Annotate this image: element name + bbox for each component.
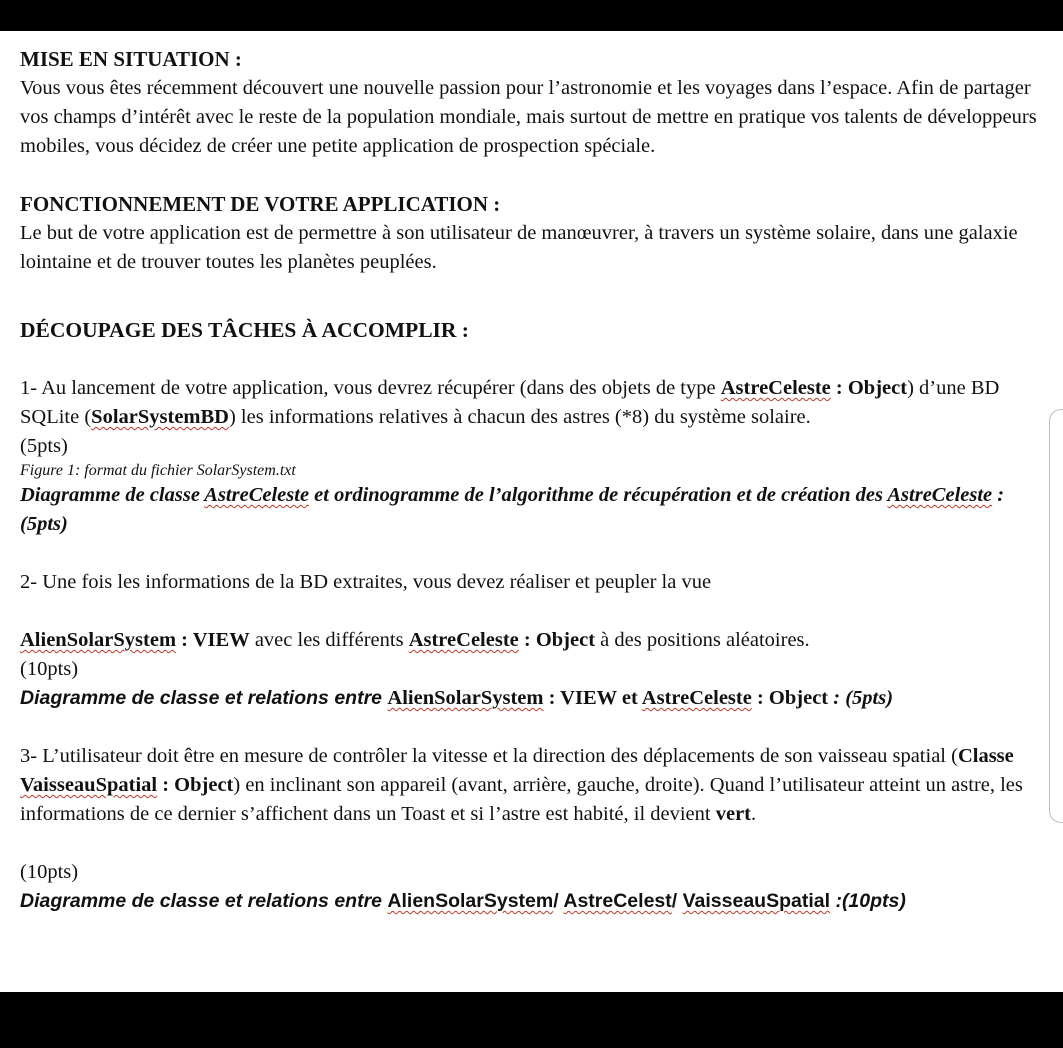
task3-diag-sep-1: /: [553, 890, 564, 912]
task2-diag-object-keyword: : Object: [751, 687, 829, 709]
task2-points: (10pts): [20, 658, 79, 680]
task1-points: (5pts): [20, 435, 68, 457]
task2-diag-et: et: [616, 687, 642, 709]
task1-class-name: AstreCeleste: [720, 377, 831, 399]
task2-diag-text-1: Diagramme de classe et relations entre: [20, 687, 388, 709]
task3-class-keyword: Classe: [957, 745, 1014, 767]
task1-text-2: ) d’une BD SQLite (: [20, 377, 1000, 428]
task2-diagram-line: [20, 684, 1050, 713]
task3-diag-sep-2: /: [671, 890, 683, 912]
task2-object-keyword: : Object: [518, 629, 596, 651]
heading-fonctionnement: FONCTIONNEMENT DE VOTRE APPLICATION :: [20, 192, 501, 216]
task1-diag-class: AstreCeleste: [204, 484, 310, 506]
task2-diag-view-keyword: : VIEW: [543, 687, 617, 709]
task2-diag-class: AstreCeleste: [641, 687, 752, 709]
task3-diag-alien: AlienSolarSystem: [387, 890, 554, 912]
heading-decoupage: DÉCOUPAGE DES TÂCHES À ACCOMPLIR :: [20, 318, 469, 342]
document-content: [20, 45, 1050, 916]
task2-view-name: AlienSolarSystem: [20, 629, 177, 651]
task3-points: (10pts): [20, 861, 79, 883]
task1-diagram-line: [20, 481, 1050, 539]
task1-diag-text-2: et ordinogramme de l’algorithme de récupération et de création des: [309, 484, 888, 506]
task1-text-1: 1- Au lancement de votre application, vous devrez récupérer (dans des objets de type: [20, 377, 721, 399]
task3-text-3: .: [751, 803, 757, 825]
task2-view-keyword: : VIEW: [176, 629, 250, 651]
task3-diagram-line: [20, 887, 1050, 916]
task1-diag-text-3: : (5pts): [20, 484, 1005, 535]
task3-paragraph: [20, 742, 1050, 829]
task1-object-keyword: : Object: [830, 377, 908, 399]
task3-diag-text-2: :(10pts): [830, 890, 906, 912]
paragraph-fonctionnement: Le but de votre application est de permettre à son utilisateur de manœuvrer, à travers un système solaire, dans une galaxie lointaine et de trouver toutes les planètes peuplées.: [20, 222, 1018, 273]
task2-class-name: AstreCeleste: [408, 629, 519, 651]
document-page: [0, 31, 1063, 992]
figure-1-caption: Figure 1: format du fichier SolarSystem.txt: [20, 462, 296, 479]
task3-object-keyword: : Object: [157, 774, 234, 796]
task2-intro: 2- Une fois les informations de la BD extraites, vous devez réaliser et peupler la vue: [20, 571, 712, 593]
task1-diag-class-2: AstreCeleste: [887, 484, 993, 506]
task3-class-name: VaisseauSpatial: [20, 774, 158, 796]
task3-text-2: ) en inclinant son appareil (avant, arrière, gauche, droite). Quand l’utilisateur atteint un astre, les informations de ce dernier s’affichent dans un Toast et si l’astre est habité, il devient: [20, 774, 1023, 825]
task2-diag-view: AlienSolarSystem: [387, 687, 544, 709]
task1-text-3: ) les informations relatives à chacun des astres (*8) du système solaire.: [228, 406, 811, 428]
scroll-edge[interactable]: [1049, 409, 1063, 823]
task2-paragraph: [20, 626, 1050, 655]
heading-mise-en-situation: MISE EN SITUATION :: [20, 47, 242, 71]
task3-diag-vaisseau: VaisseauSpatial: [682, 890, 831, 912]
task2-text-2: avec les différents: [249, 629, 409, 651]
task3-diag-astre: AstreCelest: [563, 890, 672, 912]
paragraph-mise-en-situation: Vous vous êtes récemment découvert une nouvelle passion pour l’astronomie et les voyages dans l’espace. Afin de partager vos champs d’intérêt avec le reste de la population mondiale, mais surtout de mettre en pratique vos talents de développeurs mobiles, vous décidez de créer une petite application de prospection spéciale.: [20, 77, 1037, 157]
task1-diag-text-1: Diagramme de classe: [20, 484, 205, 506]
task2-diag-text-2: : (5pts): [828, 687, 894, 709]
task3-diag-text-1: Diagramme de classe et relations entre: [20, 890, 388, 912]
task3-vert: vert: [715, 803, 752, 825]
task1-paragraph: [20, 374, 1050, 432]
task2-text-3: à des positions aléatoires.: [595, 629, 810, 651]
task3-text-1: 3- L’utilisateur doit être en mesure de contrôler la vitesse et la direction des déplacements de son vaisseau spatial (: [20, 745, 958, 767]
task1-db-name: SolarSystemBD: [91, 406, 229, 428]
